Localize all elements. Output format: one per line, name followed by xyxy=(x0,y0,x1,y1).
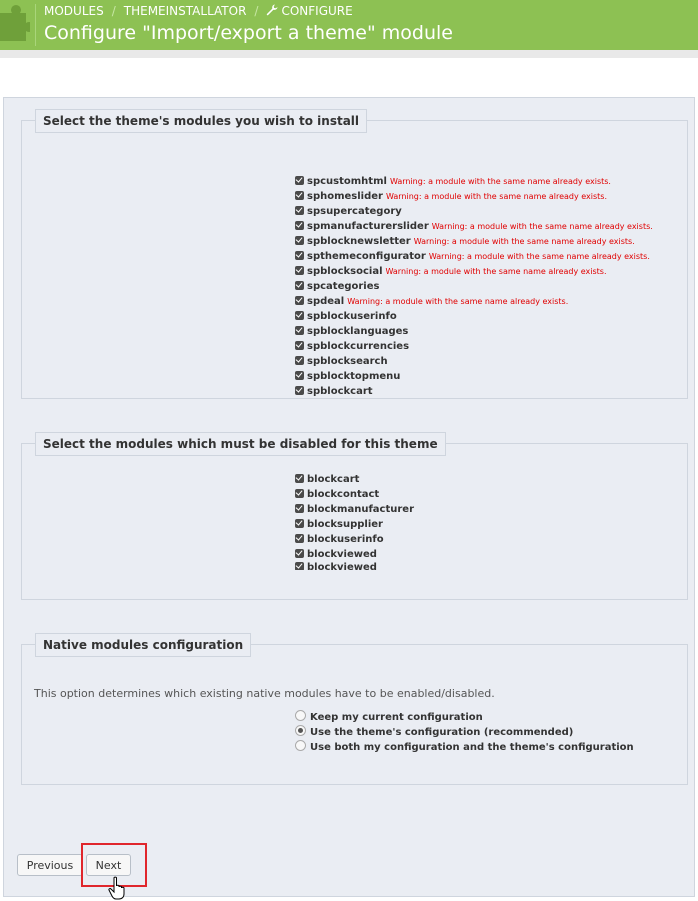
option-label: Use the theme's configuration (recommended) xyxy=(310,727,574,738)
disable-module-item[interactable] xyxy=(295,532,414,547)
previous-button[interactable]: Previous xyxy=(17,854,83,876)
disable-modules-list xyxy=(295,472,414,570)
checkbox-checked-icon[interactable] xyxy=(295,519,304,528)
native-option-item[interactable] xyxy=(295,725,634,740)
breadcrumb-themeinstallator[interactable]: THEMEINSTALLATOR xyxy=(123,4,247,18)
page-header xyxy=(0,0,698,50)
install-module-item[interactable] xyxy=(295,309,653,324)
module-name: spcustomhtml xyxy=(307,176,387,187)
disable-modules-legend: Select the modules which must be disabled for this theme xyxy=(35,432,446,456)
module-warning: Warning: a module with the same name already exists. xyxy=(389,177,611,186)
module-name: blockviewed xyxy=(307,549,377,560)
install-module-item[interactable] xyxy=(295,234,653,249)
next-button[interactable]: Next xyxy=(86,854,131,876)
module-name: blockviewed xyxy=(307,562,377,570)
module-warning: Warning: a module with the same name already exists. xyxy=(385,192,607,201)
module-name: blockcontact xyxy=(307,489,380,500)
configuration-panel xyxy=(3,97,695,897)
wrench-icon xyxy=(266,4,278,16)
install-module-item[interactable] xyxy=(295,369,653,384)
option-label: Keep my current configuration xyxy=(310,712,483,723)
module-name: spblocksocial xyxy=(307,266,383,277)
install-module-item[interactable] xyxy=(295,174,653,189)
module-name: blockcart xyxy=(307,474,360,485)
native-option-item[interactable] xyxy=(295,710,634,725)
native-modules-description: This option determines which existing native modules have to be enabled/disabled. xyxy=(34,687,495,700)
checkbox-checked-icon[interactable] xyxy=(295,326,304,335)
install-modules-fieldset xyxy=(21,114,688,399)
breadcrumb-modules[interactable]: MODULES xyxy=(44,4,104,18)
checkbox-checked-icon[interactable] xyxy=(295,191,304,200)
hand-cursor-icon xyxy=(108,876,130,900)
module-name: blockmanufacturer xyxy=(307,504,415,515)
module-name: blocksupplier xyxy=(307,519,383,530)
module-warning: Warning: a module with the same name already exists. xyxy=(428,252,650,261)
header-shadow xyxy=(0,50,698,58)
checkbox-checked-icon[interactable] xyxy=(295,311,304,320)
checkbox-checked-icon[interactable] xyxy=(295,206,304,215)
install-module-item[interactable] xyxy=(295,279,653,294)
install-module-item[interactable] xyxy=(295,339,653,354)
disable-module-item[interactable] xyxy=(295,487,414,502)
install-module-item[interactable] xyxy=(295,219,653,234)
disable-module-item[interactable] xyxy=(295,517,414,532)
module-name: spblocknewsletter xyxy=(307,236,411,247)
module-name: spblocklanguages xyxy=(307,326,409,337)
checkbox-checked-icon[interactable] xyxy=(295,251,304,260)
module-name: spmanufacturerslider xyxy=(307,221,429,232)
radio-button[interactable] xyxy=(295,725,306,736)
install-module-item[interactable] xyxy=(295,384,653,399)
page-title: Configure "Import/export a theme" module xyxy=(44,22,453,44)
install-modules-list xyxy=(295,174,653,399)
radio-button[interactable] xyxy=(295,740,306,751)
checkbox-checked-icon[interactable] xyxy=(295,534,304,543)
module-name: spsupercategory xyxy=(307,206,402,217)
puzzle-icon xyxy=(0,5,30,45)
install-module-item[interactable] xyxy=(295,294,653,309)
radio-button[interactable] xyxy=(295,710,306,721)
install-modules-legend: Select the theme's modules you wish to install xyxy=(35,109,367,133)
module-name: spblockcart xyxy=(307,386,373,397)
option-label: Use both my configuration and the theme's configuration xyxy=(310,742,634,753)
module-name: sphomeslider xyxy=(307,191,383,202)
checkbox-checked-icon[interactable] xyxy=(295,386,304,395)
breadcrumb-configure[interactable]: CONFIGURE xyxy=(281,4,353,18)
native-modules-fieldset xyxy=(21,638,688,785)
install-module-item[interactable] xyxy=(295,354,653,369)
install-module-item[interactable] xyxy=(295,324,653,339)
install-module-item[interactable] xyxy=(295,249,653,264)
checkbox-checked-icon[interactable] xyxy=(295,266,304,275)
checkbox-checked-icon[interactable] xyxy=(295,504,304,513)
module-warning: Warning: a module with the same name already exists. xyxy=(385,267,607,276)
checkbox-checked-icon[interactable] xyxy=(295,474,304,483)
disable-module-item[interactable] xyxy=(295,547,414,562)
module-warning: Warning: a module with the same name already exists. xyxy=(347,297,569,306)
checkbox-checked-icon[interactable] xyxy=(295,221,304,230)
breadcrumb: MODULES / THEMEINSTALLATOR / CONFIGURE xyxy=(44,4,353,18)
module-name: spdeal xyxy=(307,296,345,307)
install-module-item[interactable] xyxy=(295,264,653,279)
disable-module-item[interactable] xyxy=(295,562,414,570)
checkbox-checked-icon[interactable] xyxy=(295,562,304,570)
checkbox-checked-icon[interactable] xyxy=(295,549,304,558)
module-name: spblocksearch xyxy=(307,356,388,367)
native-option-item[interactable] xyxy=(295,740,634,755)
module-name: spthemeconfigurator xyxy=(307,251,426,262)
module-name: spblockuserinfo xyxy=(307,311,397,322)
checkbox-checked-icon[interactable] xyxy=(295,371,304,380)
checkbox-checked-icon[interactable] xyxy=(295,236,304,245)
native-options-list xyxy=(295,710,634,755)
checkbox-checked-icon[interactable] xyxy=(295,356,304,365)
module-name: spcategories xyxy=(307,281,380,292)
module-name: spblockcurrencies xyxy=(307,341,410,352)
disable-module-item[interactable] xyxy=(295,472,414,487)
header-divider xyxy=(35,4,36,46)
checkbox-checked-icon[interactable] xyxy=(295,489,304,498)
module-name: blockuserinfo xyxy=(307,534,384,545)
checkbox-checked-icon[interactable] xyxy=(295,281,304,290)
module-warning: Warning: a module with the same name already exists. xyxy=(413,237,635,246)
checkbox-checked-icon[interactable] xyxy=(295,176,304,185)
module-warning: Warning: a module with the same name already exists. xyxy=(431,222,653,231)
install-module-item[interactable] xyxy=(295,204,653,219)
install-module-item[interactable] xyxy=(295,189,653,204)
disable-module-item[interactable] xyxy=(295,502,414,517)
native-modules-legend: Native modules configuration xyxy=(35,633,251,657)
module-name: spblocktopmenu xyxy=(307,371,401,382)
disable-modules-fieldset xyxy=(21,437,688,600)
checkbox-checked-icon[interactable] xyxy=(295,296,304,305)
checkbox-checked-icon[interactable] xyxy=(295,341,304,350)
